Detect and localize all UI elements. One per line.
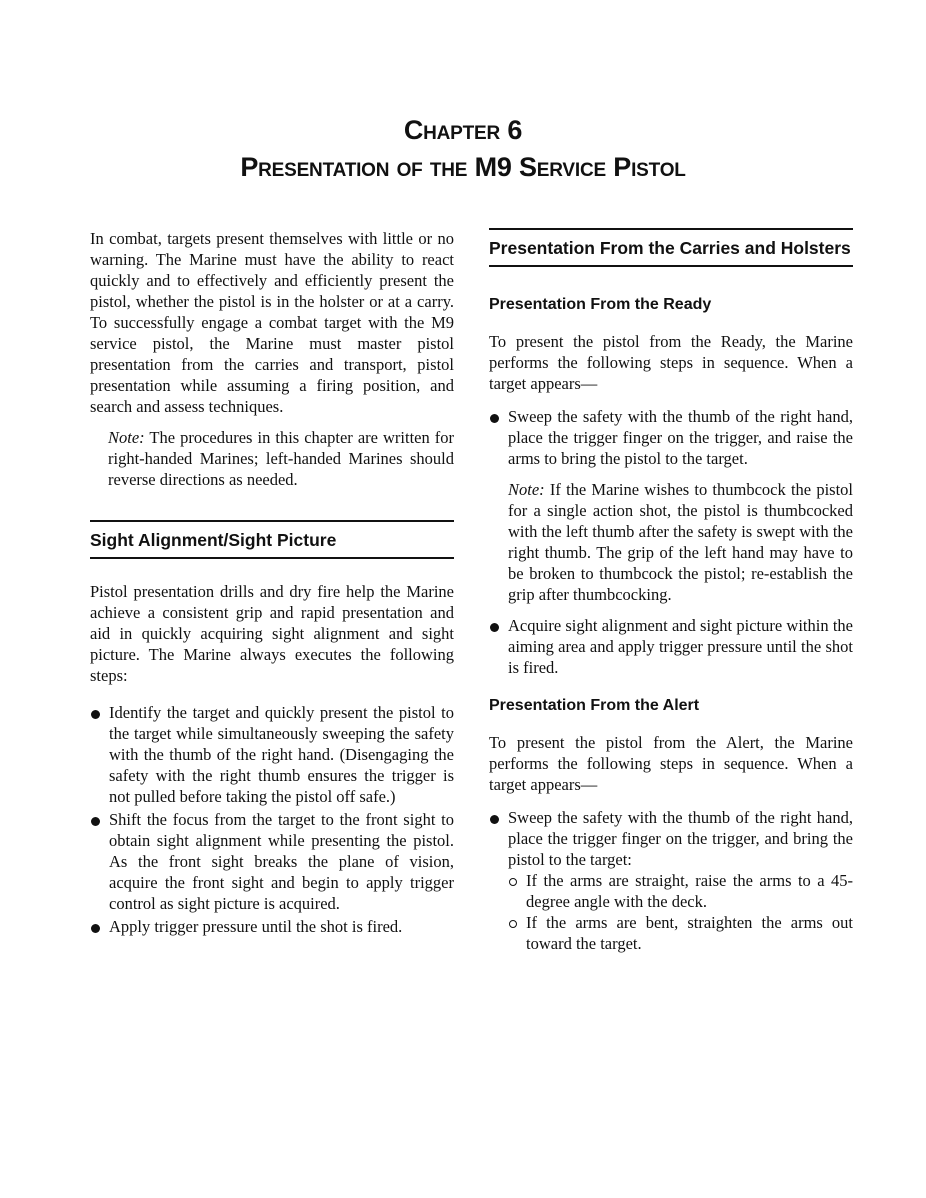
right-column [489,228,853,964]
list-item [489,807,853,954]
ready-steps [489,406,853,469]
sub-list-item: If the arms are bent, straighten the arms out toward the target. [508,912,853,954]
note-text: If the Marine wishes to thumbcock the pistol for a single action shot, the pistol is thumbcocked with the left thumb after the safety is swept with the right thumb. The grip of the left hand may have to be broken to thumbcock the pistol; re-establish the grip after thumbcocking. [508,480,853,604]
ready-note [508,479,853,605]
section-heading-carries-holsters: Presentation From the Carries and Holsters [489,228,853,267]
sub-list-item: If the arms are straight, raise the arms to a 45-degree angle with the deck. [508,870,853,912]
ready-intro: To present the pistol from the Ready, the Marine performs the following steps in sequence. When a target appears— [489,332,853,393]
subheading-ready: Presentation From the Ready [489,296,712,313]
list-item: Identify the target and quickly present the pistol to the target while simultaneously sweeping the safety with the thumb of the right hand. (Disengaging the safety with the right thumb ensures the trigger is not pulled before taking the pistol off safe.) [90,702,454,807]
sight-alignment-steps [90,702,454,937]
intro-paragraph: In combat, targets present themselves with little or no warning. The Marine must have the ability to react quickly and to effectively and efficiently present the pistol, whether the pistol is in the holster or at a carry. To successfully engage a combat target with the M9 service pistol, the Marine must master pistol presentation from the carries and transport, pistol presentation while assuming a firing position, and search and assess techniques. [90,229,454,416]
subheading-alert: Presentation From the Alert [489,697,700,714]
chapter-title: Presentation of the M9 Service Pistol [240,152,686,182]
note-text: The procedures in this chapter are written for right-handed Marines; left-handed Marines should reverse directions as needed. [108,428,454,489]
note-label: Note: [508,480,545,499]
list-item: Shift the focus from the target to the front sight to obtain sight alignment while presenting the pistol. As the front sight breaks the plane of vision, acquire the front sight and begin to apply trigger control as sight picture is acquired. [90,809,454,914]
list-item: Acquire sight alignment and sight picture within the aiming area and apply trigger pressure until the shot is fired. [489,615,853,678]
chapter-heading [0,112,926,186]
list-item: Sweep the safety with the thumb of the right hand, place the trigger finger on the trigger, and raise the arms to bring the pistol to the target. [489,406,853,469]
ready-steps-continued [489,615,853,678]
alert-steps [489,807,853,954]
intro-note [108,427,454,490]
chapter-number: Chapter 6 [403,115,523,145]
left-column [90,228,454,947]
alert-substeps [508,870,853,954]
alert-intro: To present the pistol from the Alert, the Marine performs the following steps in sequence. When a target appears— [489,733,853,794]
list-item: Apply trigger pressure until the shot is fired. [90,916,454,937]
section-heading-sight-alignment: Sight Alignment/Sight Picture [90,520,454,559]
alert-step-text: Sweep the safety with the thumb of the right hand, place the trigger finger on the trigger, and bring the pistol to the target: [508,808,853,869]
note-label: Note: [108,428,145,447]
sight-alignment-intro: Pistol presentation drills and dry fire help the Marine achieve a consistent grip and rapid presentation and aid in quickly acquiring sight alignment and sight picture. The Marine always executes the following steps: [90,582,454,685]
